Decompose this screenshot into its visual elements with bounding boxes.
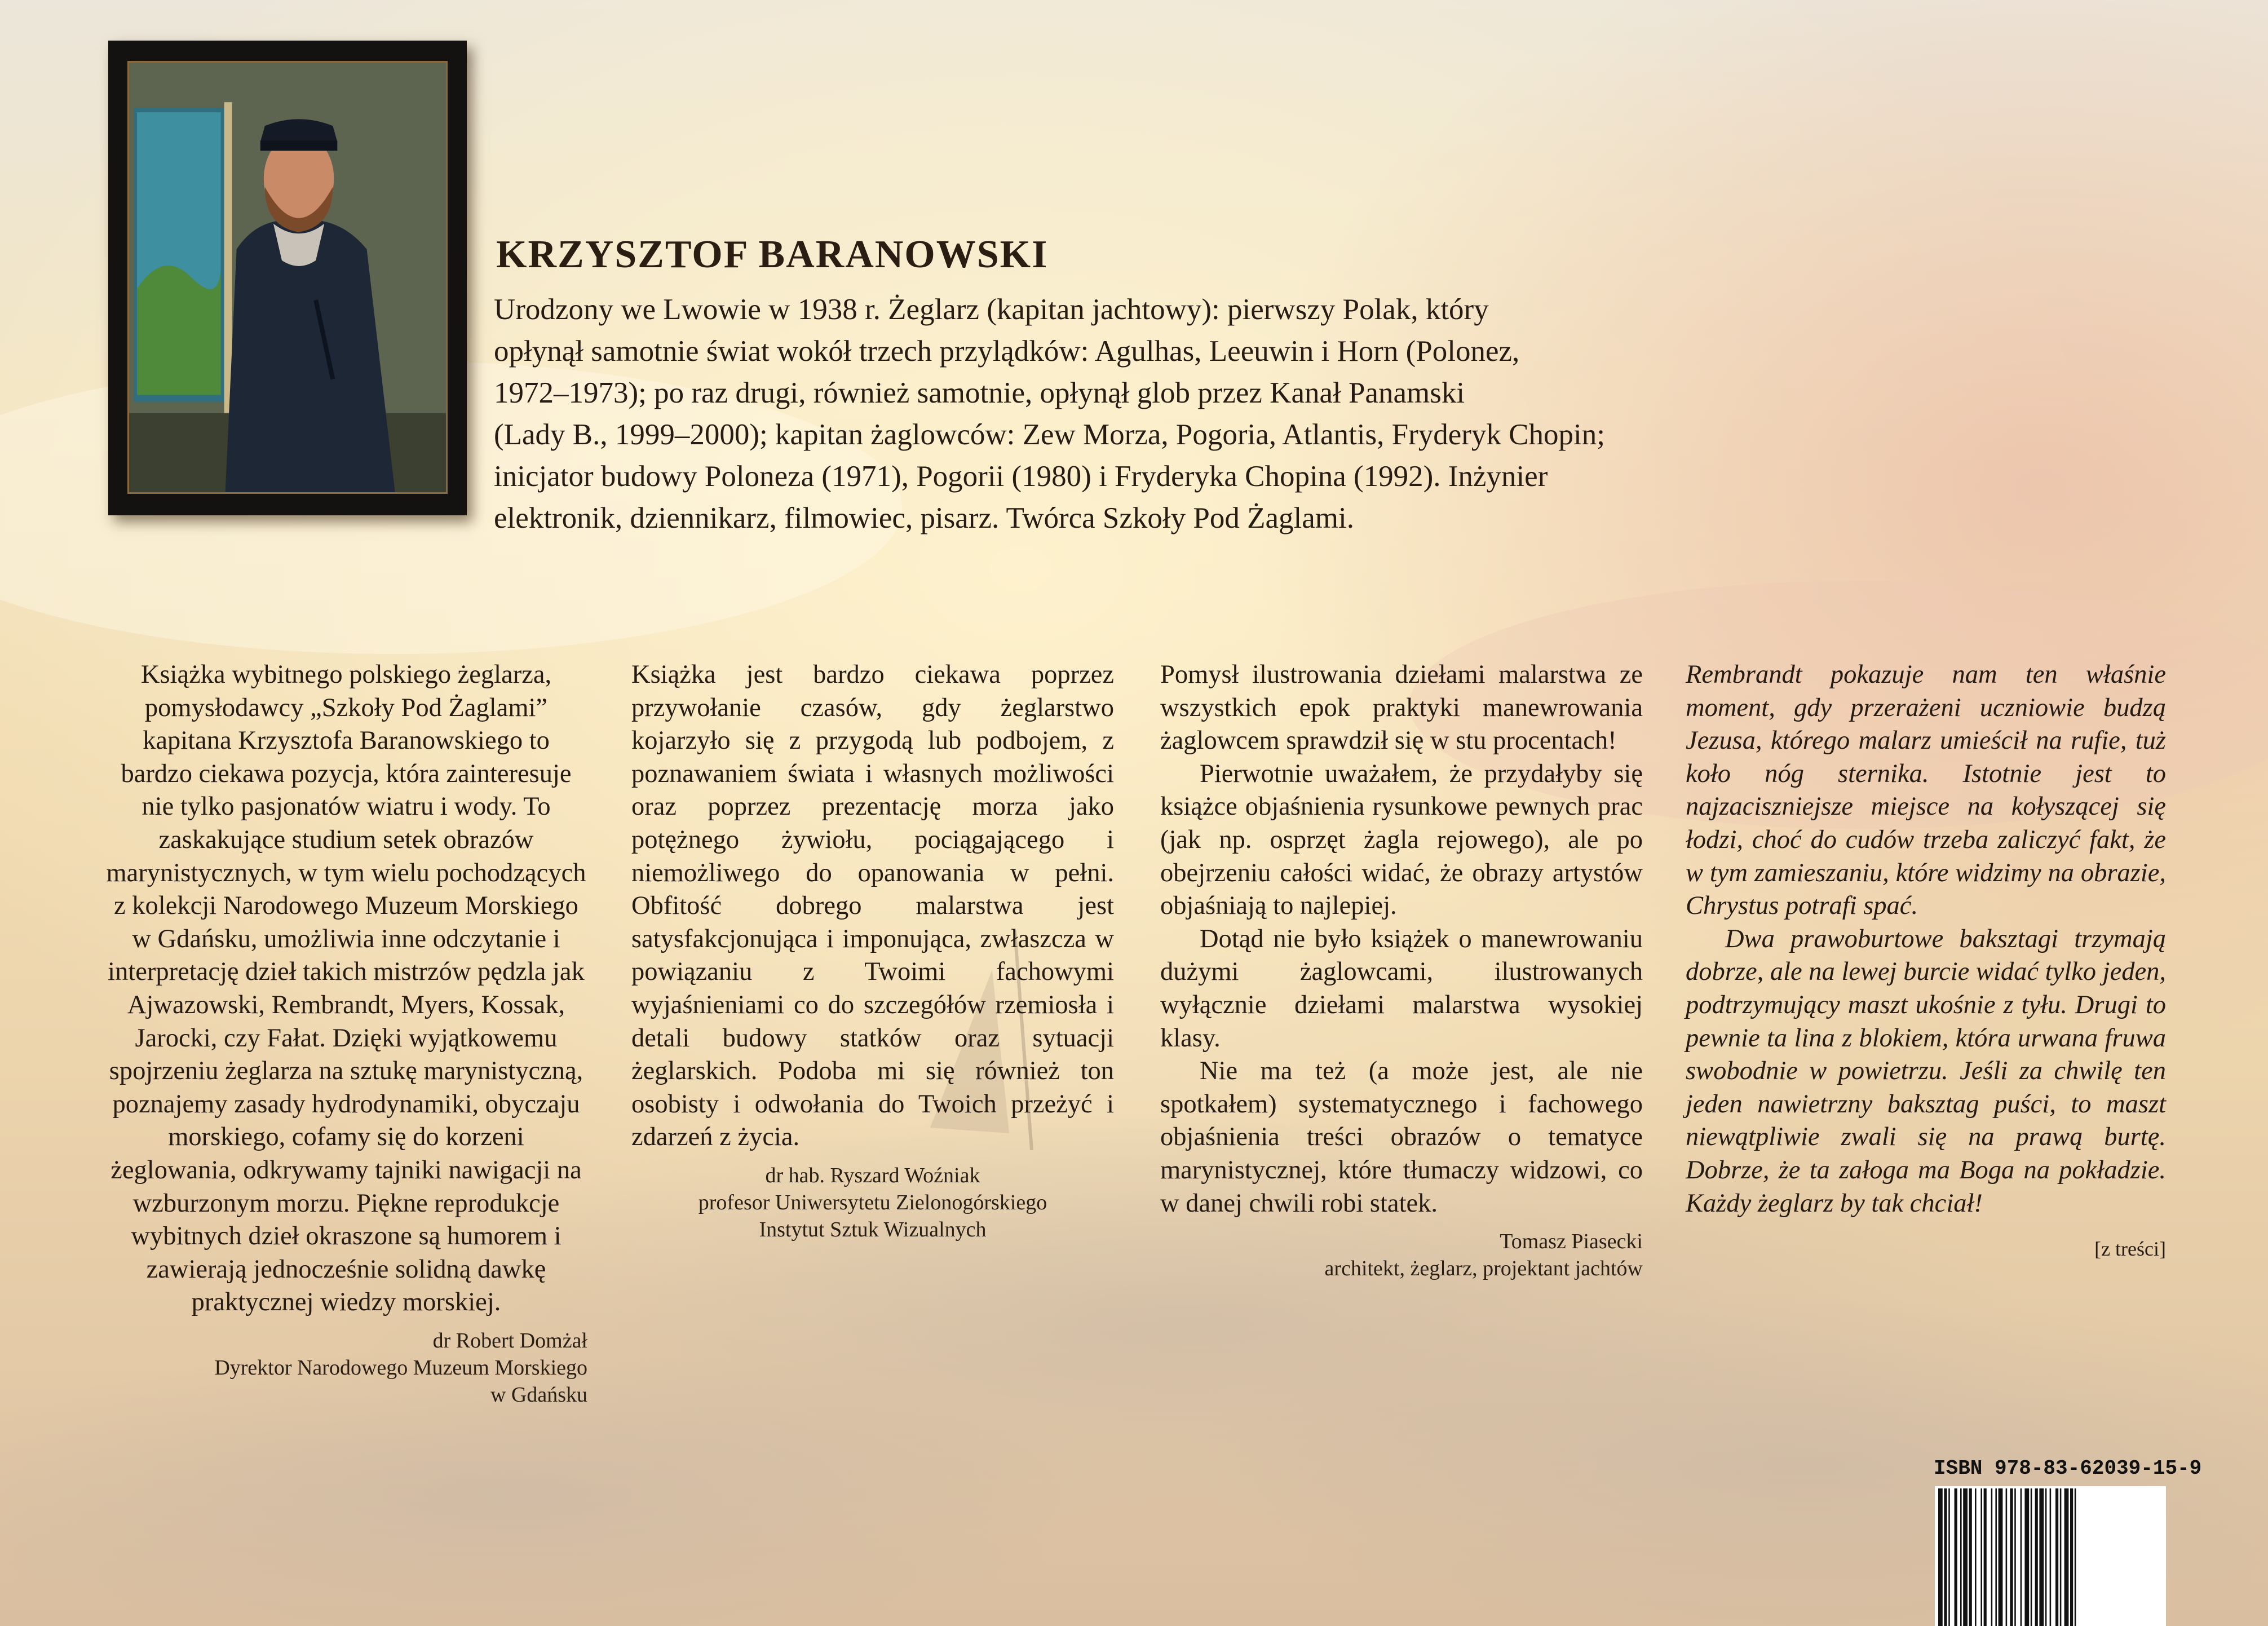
review-signature [1160, 1228, 1643, 1282]
bio-line: (Lady B., 1999–2000); kapitan żaglowców: Zew Morza, Pogoria, Atlantis, Fryderyk Chopin; [494, 418, 1605, 451]
barcode-bar [1963, 1488, 1968, 1626]
signature-title: profesor Uniwersytetu Zielonogórskiego [698, 1190, 1047, 1214]
excerpt-source: [z treści] [2094, 1238, 2166, 1261]
review-paragraph: Pomysł ilustrowania dziełami malarstwa ze wszystkich epok praktyki manewrowania żaglowcem sprawdził się w stu procentach! [1160, 660, 1643, 755]
bio-line: inicjator budowy Poloneza (1971), Pogorii (1980) i Fryderyka Chopina (1992). Inżynier [494, 460, 1548, 493]
barcode-bar [1960, 1488, 1962, 1626]
bio-line: Urodzony we Lwowie w 1938 r. Żeglarz (kapitan jachtowy): pierwszy Polak, który [494, 293, 1489, 326]
review-paragraph: Dotąd nie było książek o manewrowaniu dużymi żaglowcami, ilustrowanych wyłącznie dziełami malarstwa wysokiej klasy. [1160, 924, 1643, 1053]
barcode-bar [1944, 1488, 1947, 1626]
review-piasecki [1160, 659, 1643, 1282]
review-text: Książka wybitnego polskiego żeglarza, pomysłodawcy „Szkoły Pod Żaglami” kapitana Krzysztofa Baranowskiego to bardzo ciekawa pozycja, która zainteresuje nie tylko pasjonatów wiatru i wody. To zaskakujące studium setek obrazów marynistycznych, w tym wielu pochodzących z kolekcji Narodowego Muzeum Morskiego w Gdańsku, umożliwia inne odczytanie i interpretację dzieł takich mistrzów pędzla jak Ajwazowski, Rembrandt, Myers, Kossak, Jarocki, czy Fałat. Dzięki wyjątkowemu spojrzeniu żeglarza na sztukę marynistyczną, poznajemy zasady hydrodynamiki, obyczaju morskiego, cofamy się do korzeni żeglowania, odkrywamy tajniki nawigacji na wzburzonym morzu. Piękne reprodukcje wybitnych dzieł okraszone są humorem i zawierają jednocześnie solidną dawkę praktycznej wiedzy morskiej. [106, 660, 586, 1317]
barcode-bar [2070, 1488, 2073, 1626]
barcode-bar [2035, 1488, 2038, 1626]
signature-institute: Instytut Sztuk Wizualnych [759, 1217, 987, 1241]
signature-place: w Gdańsku [490, 1382, 587, 1407]
signature-name: dr hab. Ryszard Woźniak [765, 1163, 980, 1187]
barcode-bar [2060, 1488, 2062, 1626]
review-signature [631, 1162, 1114, 1243]
barcode-bar [1980, 1488, 1982, 1626]
author-name: KRZYSZTOF BARANOWSKI [496, 233, 1049, 276]
signature-title: architekt, żeglarz, projektant jachtów [1324, 1257, 1643, 1281]
barcode-bar [1999, 1488, 2003, 1626]
review-paragraph: Nie ma też (a może jest, ale nie spotkałem) systematycznego i fachowego objaśnienia treści obrazów o tematyce marynistycznej, które tłumaczy widzowi, co w danej chwili robi statek. [1160, 1057, 1643, 1218]
signature-name: Tomasz Piasecki [1500, 1230, 1643, 1254]
barcode-bar [2050, 1488, 2052, 1626]
author-portrait-frame [108, 41, 467, 515]
barcode-bar [1955, 1488, 1957, 1626]
author-bio [494, 289, 1648, 539]
barcode-bar [2075, 1488, 2076, 1626]
barcode-bar [1991, 1488, 1993, 1626]
barcode-bar [2055, 1488, 2058, 1626]
barcode-bar [2010, 1488, 2013, 1626]
barcode-bar [2039, 1488, 2044, 1626]
bio-line: 1972–1973); po raz drugi, również samotnie, opłynął glob przez Kanał Panamski [494, 377, 1465, 409]
signature-name: dr Robert Domżał [432, 1328, 587, 1353]
barcode-bar [1948, 1488, 1950, 1626]
barcode-bar [2014, 1488, 2016, 1626]
excerpt-paragraph: Rembrandt pokazuje nam ten właśnie moment, gdy przerażeni uczniowie budzą Jezusa, którego malarz umieścił na rufie, tuż koło nóg sternika. Istotnie jest to najzaciszniejsze miejsce na kołyszącej się łodzi, choć do cudów trzeba zaliczyć fakt, że w tym zamieszaniu, które widzimy na obrazie, Chrystus potrafi spać. [1686, 660, 2166, 921]
author-portrait [127, 61, 448, 494]
review-domzal [105, 659, 587, 1408]
excerpt-paragraph: Dwa prawoburtowe baksztagi trzymają dobrze, ale na lewej burcie widać tylko jeden, podtrzymujący maszt ukośnie z tyłu. Drugi to pewnie ta lina z blokiem, która urwana fruwa swobodnie w powietrzu. Jeśli za chwilę ten jeden nawietrzny baksztag puści, to maszt niewątpliwie zwali się na prawą burtę. Dobrze, że ta załoga ma Boga na pokładzie. Każdy żeglarz by tak chciał! [1686, 924, 2166, 1218]
barcode-bar [2006, 1488, 2008, 1626]
barcode-bar [2045, 1488, 2047, 1626]
barcode-bar [1975, 1488, 1977, 1626]
barcode-bar [1984, 1488, 1987, 1626]
review-signature [105, 1327, 587, 1408]
barcode-bar [1969, 1488, 1972, 1626]
barcode-bar [2021, 1488, 2022, 1626]
bio-line: opłynął samotnie świat wokół trzech przylądków: Agulhas, Leeuwin i Horn (Polonez, [494, 335, 1520, 368]
review-wozniak [631, 659, 1114, 1243]
isbn-label: ISBN 978-83-62039-15-9 [1934, 1457, 2202, 1480]
barcode-bar [1938, 1488, 1943, 1626]
signature-title: Dyrektor Narodowego Muzeum Morskiego [214, 1355, 587, 1380]
barcode-bar [1995, 1488, 1997, 1626]
review-text: Książka jest bardzo ciekawa poprzez przywołanie czasów, gdy żeglarstwo kojarzyło się z przygodą lub podbojem, z poznawaniem świata i własnych możliwości oraz poprzez prezentację morza jako potężnego żywiołu, pociągającego i niemożliwego do opanowania w pełni. Obfitość dobrego malarstwa jest satysfakcjonująca i imponująca, zwłaszcza w powiązaniu z Twoimi fachowymi wyjaśnieniami co do szczegółów rzemiosła i detali budowy statków oraz sytuacji żeglarskich. Podoba mi się również ton osobisty i odwołania do Twoich przeżyć i zdarzeń z życia. [631, 660, 1114, 1152]
barcode [1935, 1486, 2166, 1626]
review-paragraph: Pierwotnie uważałem, że przydałyby się książce objaśnienia rysunkowe pewnych prac (jak np. osprzęt żagla rejowego), ale po obejrzeniu całości widać, że obrazy artystów objaśniają to najlepiej. [1160, 759, 1643, 921]
barcode-bar [2024, 1488, 2029, 1626]
barcode-bar [2031, 1488, 2032, 1626]
bio-line: elektronik, dziennikarz, filmowiec, pisarz. Twórca Szkoły Pod Żaglami. [494, 502, 1354, 534]
book-excerpt [1686, 659, 2166, 1266]
barcode-bar [2064, 1488, 2069, 1626]
